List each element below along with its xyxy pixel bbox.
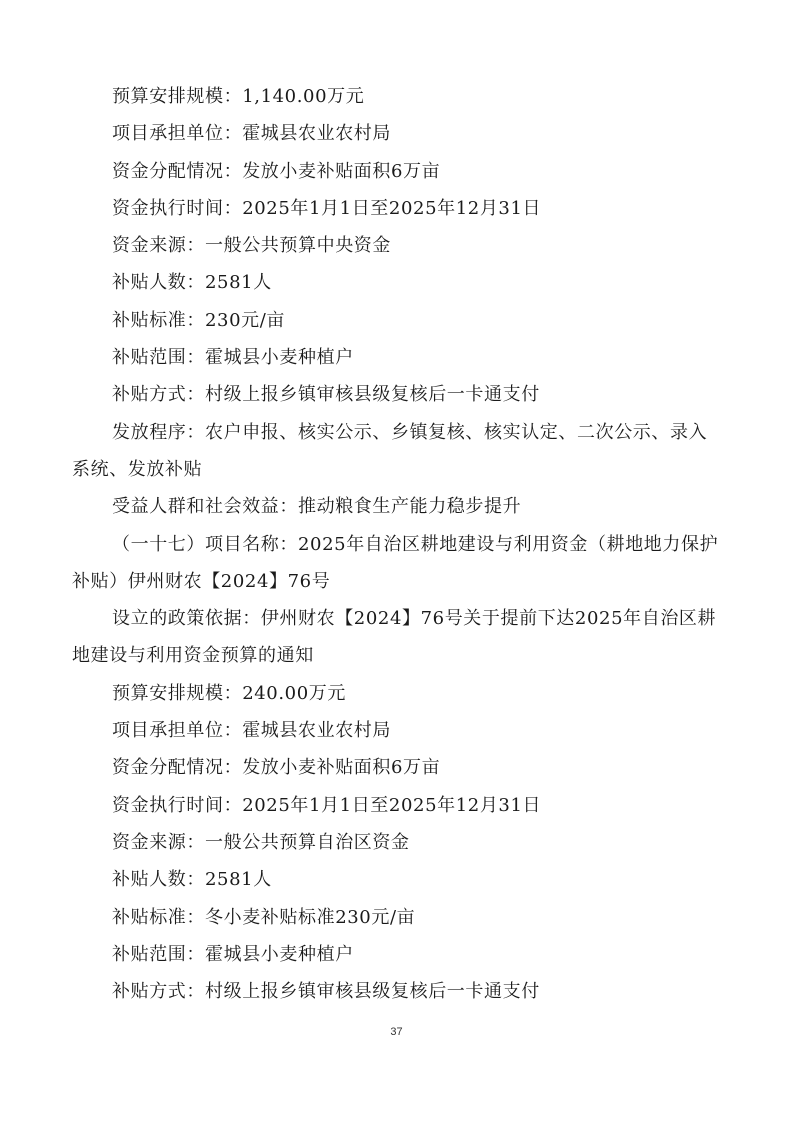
text-line: 受益人群和社会效益：推动粮食生产能力稳步提升 xyxy=(112,496,522,518)
text-line: 补贴标准：230元/亩 xyxy=(112,309,286,331)
text-line: 补贴标准：冬小麦补贴标准230元/亩 xyxy=(112,906,416,928)
document-body xyxy=(72,78,722,1010)
text-line: 补贴方式：村级上报乡镇审核县级复核后一卡通支付 xyxy=(112,384,540,406)
text-line: 资金执行时间：2025年1月1日至2025年12月31日 xyxy=(112,197,542,219)
text-line: 资金来源：一般公共预算中央资金 xyxy=(112,235,391,257)
text-line: 设立的政策依据：伊州财农【2024】76号关于提前下达2025年自治区耕 xyxy=(112,608,717,630)
text-line: 补贴范围：霍城县小麦种植户 xyxy=(112,943,354,965)
text-line: 补贴范围：霍城县小麦种植户 xyxy=(112,347,354,369)
text-line: 项目承担单位：霍城县农业农村局 xyxy=(112,720,391,742)
text-line: 资金来源：一般公共预算自治区资金 xyxy=(112,831,410,853)
section-heading-continued: 补贴）伊州财农【2024】76号 xyxy=(72,570,331,592)
text-line: 预算安排规模：1,140.00万元 xyxy=(112,86,365,107)
text-line: 补贴人数：2581人 xyxy=(112,272,272,294)
page-number: 37 xyxy=(390,1026,403,1038)
text-line: 资金执行时间：2025年1月1日至2025年12月31日 xyxy=(112,794,542,816)
text-line: 资金分配情况：发放小麦补贴面积6万亩 xyxy=(112,757,441,779)
section-heading: （一十七）项目名称：2025年自治区耕地建设与利用资金（耕地地力保护 xyxy=(112,533,719,555)
text-line: 预算安排规模：240.00万元 xyxy=(112,682,346,704)
text-line: 发放程序：农户申报、核实公示、乡镇复核、核实认定、二次公示、录入 xyxy=(112,421,708,443)
text-line: 系统、发放补贴 xyxy=(72,458,203,480)
text-line: 补贴人数：2581人 xyxy=(112,869,272,891)
text-line: 地建设与利用资金预算的通知 xyxy=(72,645,314,667)
text-line: 项目承担单位：霍城县农业农村局 xyxy=(112,123,391,145)
text-line: 资金分配情况：发放小麦补贴面积6万亩 xyxy=(112,160,441,182)
text-line: 补贴方式：村级上报乡镇审核县级复核后一卡通支付 xyxy=(112,981,540,1003)
